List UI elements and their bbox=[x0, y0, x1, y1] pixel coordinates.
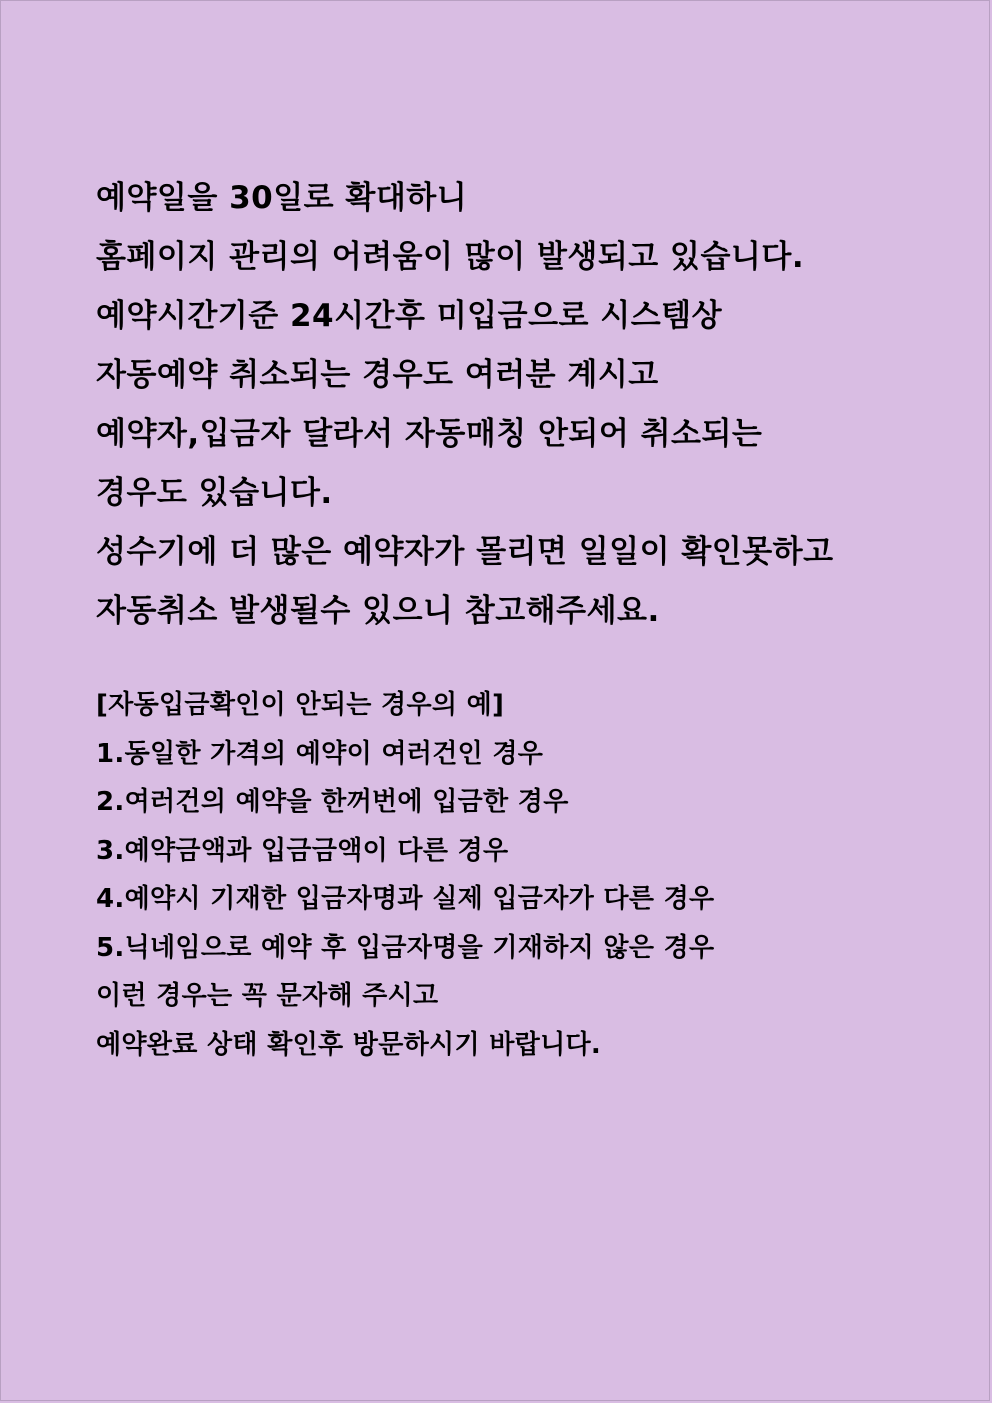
case-item: 1.동일한 가격의 예약이 여러건인 경우 bbox=[96, 738, 544, 769]
closing-line: 이런 경우는 꼭 문자해 주시고 bbox=[96, 981, 439, 1011]
cases-section bbox=[96, 681, 956, 1069]
case-item: 2.여러건의 예약을 한꺼번에 입금한 경우 bbox=[96, 787, 569, 817]
case-item: 5.닉네임으로 예약 후 입금자명을 기재하지 않은 경우 bbox=[96, 932, 715, 963]
closing-line: 예약완료 상태 확인후 방문하시기 바랍니다. bbox=[96, 1029, 602, 1060]
notice-line: 홈페이지 관리의 어려움이 많이 발생되고 있습니다. bbox=[96, 239, 805, 275]
notice-line: 자동예약 취소되는 경우도 여러분 계시고 bbox=[96, 357, 659, 393]
case-item: 4.예약시 기재한 입금자명과 실제 입금자가 다른 경우 bbox=[96, 884, 715, 914]
case-item: 3.예약금액과 입금금액이 다른 경우 bbox=[96, 835, 509, 866]
notice-line: 성수기에 더 많은 예약자가 몰리면 일일이 확인못하고 bbox=[96, 534, 834, 570]
notice-line: 자동취소 발생될수 있으니 참고해주세요. bbox=[96, 593, 660, 629]
notice-line: 경우도 있습니다. bbox=[96, 475, 333, 511]
cases-heading: [자동입금확인이 안되는 경우의 예] bbox=[96, 690, 505, 720]
notice-paragraph bbox=[96, 169, 956, 641]
notice-line: 예약시간기준 24시간후 미입금으로 시스템상 bbox=[96, 298, 723, 334]
notice-line: 예약자,입금자 달라서 자동매칭 안되어 취소되는 bbox=[96, 416, 763, 452]
notice-line: 예약일을 30일로 확대하니 bbox=[96, 180, 468, 216]
